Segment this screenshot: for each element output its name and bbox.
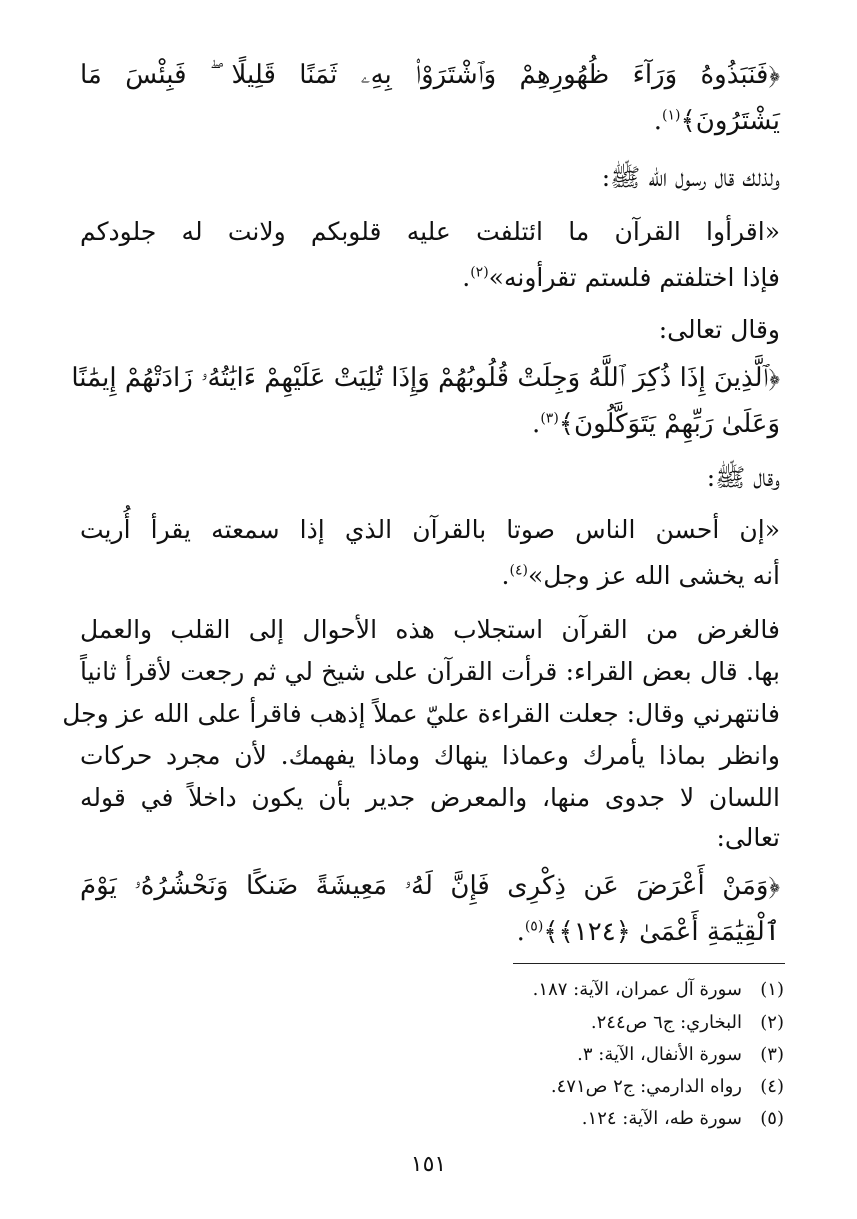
footnote-number: (٣) — [760, 1044, 784, 1065]
footnote-ref: (٥) — [524, 918, 544, 935]
paragraph-line — [80, 652, 780, 692]
hadith-line — [80, 212, 780, 252]
paragraph-text: تعالى: — [716, 823, 780, 852]
hadith-text: فإذا اختلفتم فلستم تقرأونه» — [488, 263, 780, 292]
hadith-line: فإذا اختلفتم فلستم تقرأونه»$^{(٢)}$. — [462, 263, 780, 292]
footnote-ref: (٣) — [540, 410, 559, 427]
page-number: ١٥١ — [410, 1152, 447, 1177]
quran-verse-line — [80, 55, 780, 95]
intro-text: ولذلك قال رسول الله ﷺ: — [601, 163, 780, 192]
verse-text: ﴿ٱلَّذِينَ إِذَا ذُكِرَ ٱللَّهُ وَجِلَتْ قُلُوبُهُمْ وَإِذَا تُلِيَتْ عَلَيْهِمْ ءَايَٰتُهُۥ زَادَتْهُمْ إِيمَٰنًا — [71, 363, 780, 393]
intro-text: وقال تعالى: — [658, 315, 780, 344]
intro-line — [80, 158, 780, 198]
verse-text: يَشْتَرُونَ﴾ — [680, 106, 780, 136]
quran-verse-line — [80, 866, 780, 906]
footnote-text: رواه الدارمي: ج٢ ص٤٧١. — [550, 1076, 742, 1097]
verse-text: وَعَلَىٰ رَبِّهِمْ يَتَوَكَّلُونَ﴾ — [558, 409, 780, 439]
intro-line — [80, 458, 780, 498]
footnote-text: سورة آل عمران، الآية: ١٨٧. — [532, 979, 742, 1000]
paragraph-line — [80, 610, 780, 650]
footnote-item — [300, 1010, 784, 1036]
footnote-item — [300, 1106, 784, 1132]
footnote-text: سورة الأنفال، الآية: ٣. — [577, 1044, 742, 1065]
hadith-text: «إن أحسن الناس صوتا بالقرآن الذي إذا سمعته يقرأ أُريت — [80, 515, 780, 544]
paragraph-text: اللسان لا جدوى منها، والمعرض جدير بأن يكون داخلاً في قوله — [80, 783, 780, 812]
intro-text: وقال ﷺ: — [706, 463, 780, 492]
hadith-text: «اقرأوا القرآن ما ائتلفت عليه قلوبكم ولانت له جلودكم — [80, 217, 780, 246]
intro-line — [80, 310, 780, 350]
paragraph-line — [62, 694, 780, 734]
quran-verse-line — [71, 358, 780, 398]
footnote-number: (١) — [760, 979, 784, 1000]
footnote-ref: (١) — [662, 107, 681, 124]
paragraph-text: فانتهرني وقال: جعلت القراءة عليّ عملاً إذهب فاقرأ على الله عز وجل — [62, 699, 780, 728]
footnote-number: (٥) — [760, 1108, 784, 1129]
verse-text: ﴿وَمَنْ أَعْرَضَ عَن ذِكْرِى فَإِنَّ لَهُۥ مَعِيشَةً ضَنكًا وَنَحْشُرُهُۥ يَوْمَ — [80, 871, 780, 901]
paragraph-text: وانظر بماذا يأمرك وعماذا ينهاك وماذا يفهمك. لأن مجرد حركات — [80, 741, 780, 770]
paragraph-text: فالغرض من القرآن استجلاب هذه الأحوال إلى القلب والعمل — [80, 615, 780, 644]
paragraph-line — [80, 818, 780, 858]
footnote-text: سورة طه، الآية: ١٢٤. — [581, 1108, 742, 1129]
paragraph-line — [80, 778, 780, 818]
hadith-line: أنه يخشى الله عز وجل»$^{(٤)}$. — [501, 561, 780, 590]
footnote-ref: (٤) — [509, 562, 528, 579]
paragraph-text: بها. قال بعض القراء: قرأت القرآن على شيخ لي ثم رجعت لأقرأ ثانياً — [80, 657, 780, 686]
hadith-line — [80, 510, 780, 550]
footnote-item — [300, 1074, 784, 1100]
footnote-item — [300, 977, 784, 1003]
footnote-number: (٢) — [760, 1012, 784, 1033]
hadith-text: أنه يخشى الله عز وجل» — [527, 561, 780, 590]
paragraph-line — [80, 736, 780, 776]
verse-text: ﴿فَنَبَذُوهُ وَرَآءَ ظُهُورِهِمْ وَٱشْتَرَوْا۟ بِهِۦ ثَمَنًا قَلِيلًا ۖ فَبِئْسَ مَا — [80, 60, 780, 90]
quran-verse-line: يَشْتَرُونَ﴾$^{(١)}$. — [653, 106, 780, 136]
footnote-text: البخاري: ج٦ ص٢٤٤. — [590, 1012, 742, 1033]
quran-verse-line: ٱلْقِيَٰمَةِ أَعْمَىٰ ﴿١٢٤﴾﴾$^{(٥)}$. — [516, 917, 780, 947]
footnote-ref: (٢) — [470, 264, 489, 281]
footnote-number: (٤) — [760, 1076, 784, 1097]
quran-verse-line: وَعَلَىٰ رَبِّهِمْ يَتَوَكَّلُونَ﴾$^{(٣)}$. — [532, 409, 780, 439]
verse-text: ٱلْقِيَٰمَةِ أَعْمَىٰ ﴿١٢٤﴾﴾ — [543, 917, 780, 947]
footnote-item — [300, 1042, 784, 1068]
footnote-separator — [513, 963, 785, 964]
